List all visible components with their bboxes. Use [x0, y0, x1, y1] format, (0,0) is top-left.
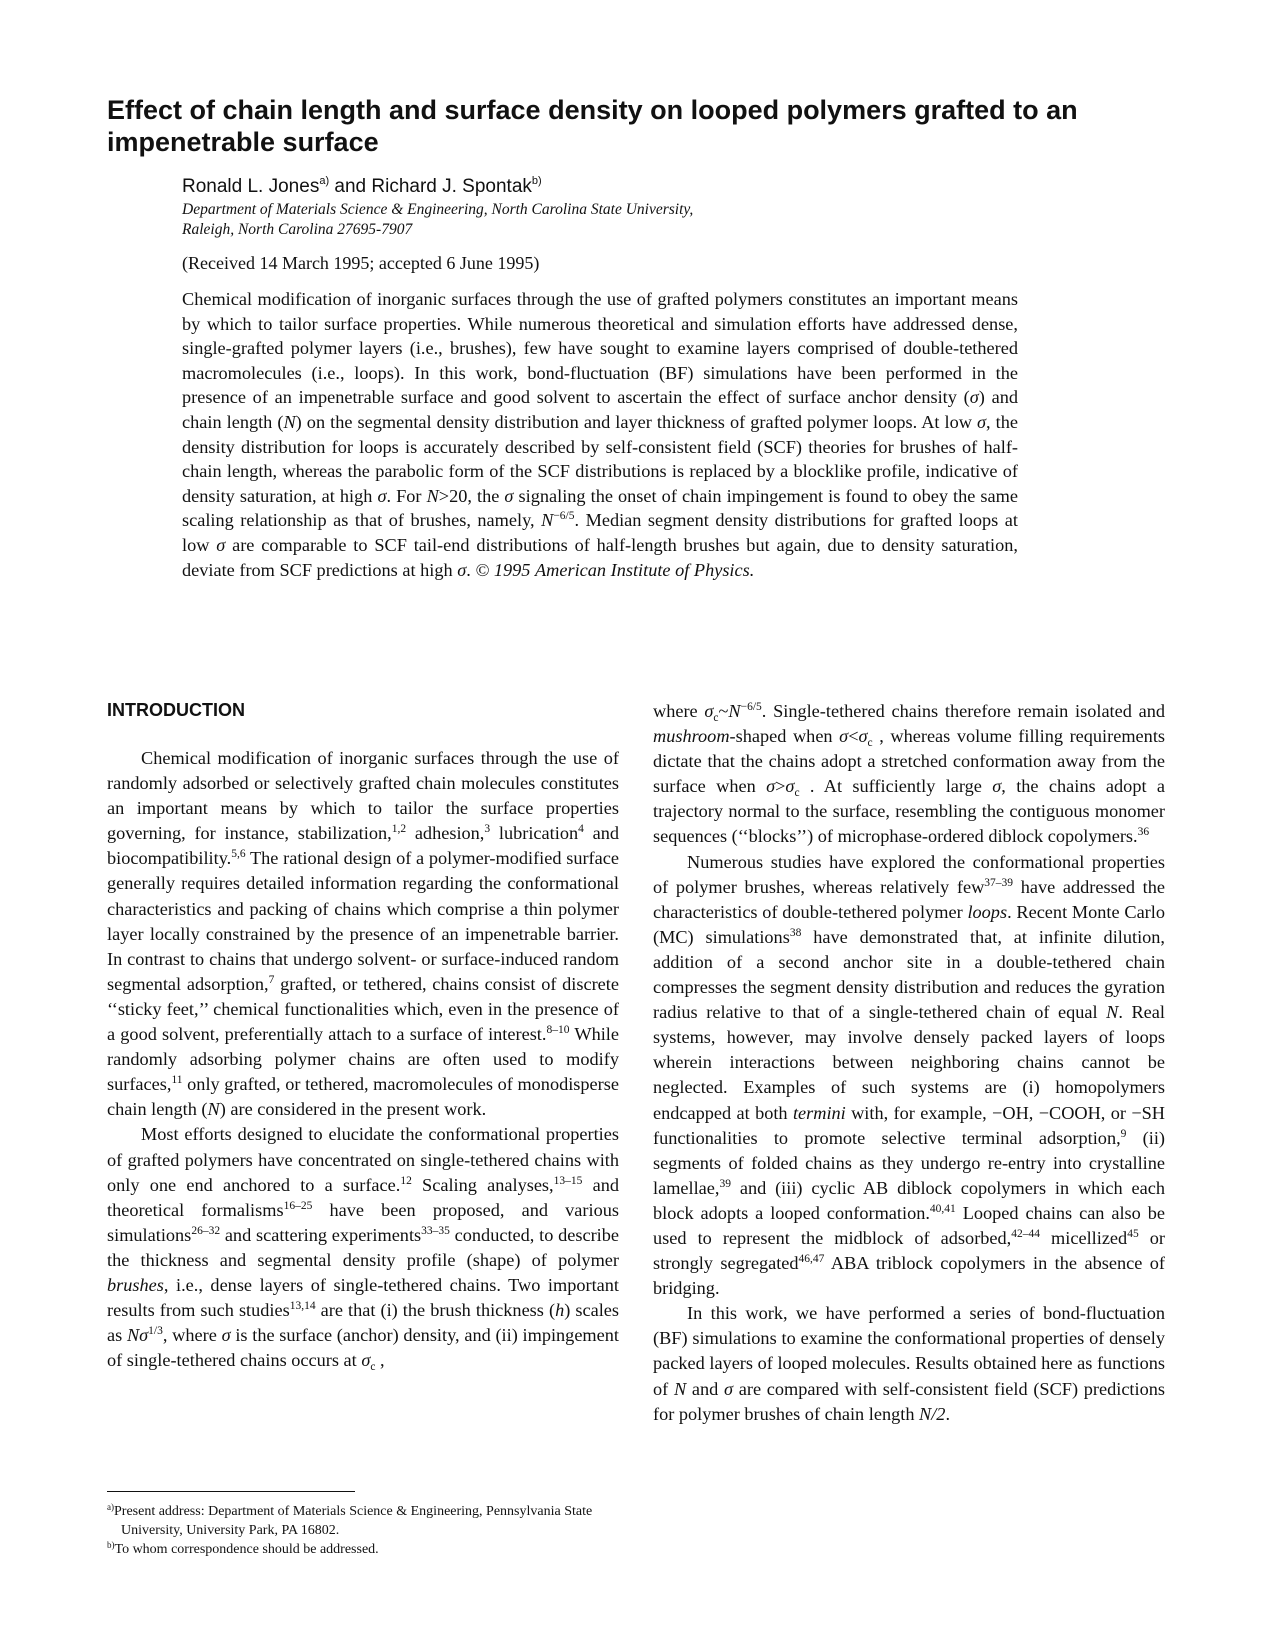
affiliation [182, 200, 882, 240]
author-joiner: and [329, 176, 372, 197]
body-text: , i.e., dense layers of single-tethered chains. Two important results from such studies [107, 1274, 619, 1321]
body-text: and theoretical formalisms [107, 1174, 619, 1220]
math-symbol: σ [992, 776, 1002, 797]
citation: 12 [400, 1174, 412, 1187]
body-text: While randomly adsorbing polymer chains are often used to modify surfaces, [107, 1024, 619, 1095]
paragraph [107, 1122, 619, 1373]
abstract-exponent: −6/5 [553, 510, 575, 523]
abstract-symbol: σ [504, 485, 514, 506]
math-symbol: σ [221, 1325, 231, 1346]
math-operator: > [775, 776, 786, 797]
footnote-mark: b) [107, 1540, 115, 1550]
footnote-mark: a) [107, 1502, 114, 1512]
body-text: where [653, 701, 705, 721]
abstract [182, 287, 1018, 582]
received-dates: (Received 14 March 1995; accepted 6 June 1995) [182, 253, 540, 273]
citation: 13–15 [553, 1174, 583, 1187]
paragraph [653, 699, 1165, 850]
section-heading-introduction: INTRODUCTION [107, 700, 245, 720]
abstract-text: Chemical modification of inorganic surfaces through the use of grafted polymers constitutes an important means by which to tailor surface properties. While numerous theoretical and simulation efforts have addressed dense, single-grafted polymer layers (i.e., brushes), few have sought to examine layers comprised of double-tethered macromolecules (i.e., loops). In this work, bond-fluctuation (BF) simulations have been performed in the presence of an impenetrable surface and good solvent to ascertain the effect of surface anchor density ( [182, 289, 1018, 408]
abstract-symbol: N [426, 485, 439, 506]
body-text: with, for example, −OH, −COOH, or −SH functionalities to promote selective terminal adsorption, [653, 1102, 1165, 1148]
body-text: . At sufficiently large [799, 776, 993, 797]
citation: 33–35 [421, 1224, 450, 1237]
footnote-a [107, 1502, 627, 1540]
body-text: Scaling analyses, [411, 1174, 554, 1195]
math-symbol: N [673, 1378, 687, 1399]
citation: 36 [1137, 826, 1150, 839]
math-subscript: c [794, 787, 800, 800]
paragraph [653, 850, 1165, 1302]
paragraph [653, 1301, 1165, 1426]
math-subscript: c [867, 737, 873, 750]
citation: 40,41 [929, 1202, 956, 1215]
paper-title: Effect of chain length and surface density on looped polymers grafted to an impenetrable surface [107, 95, 1078, 157]
abstract-text: are comparable to SCF tail-end distributions of half-length brushes but again, due to density saturation, deviate from SCF predictions at high [182, 534, 1018, 580]
footnote-b [107, 1540, 627, 1559]
citation: 16–25 [283, 1199, 313, 1212]
citation: 42–44 [1011, 1227, 1040, 1240]
abstract-symbol: σ [216, 534, 226, 555]
paragraph [107, 746, 619, 1122]
emphasis: mushroom [653, 726, 730, 747]
footnote-text: To whom correspondence should be addressed. [114, 1542, 379, 1557]
body-text: and scattering experiments [220, 1224, 422, 1245]
body-text: and biocompatibility. [107, 823, 620, 869]
body-text: . [945, 1403, 951, 1424]
copyright-notice: © 1995 American Institute of Physics. [475, 559, 755, 580]
body-text: and (iii) cyclic AB diblock copolymers in which each block adopts a looped conformation. [653, 1177, 1165, 1223]
math-exponent: −6/5 [740, 701, 762, 713]
math-symbol: σ [704, 701, 714, 721]
abstract-text: >20 [438, 485, 468, 506]
abstract-text: , the density distribution for loops is accurately described by self-consistent field (SCF) theories for brushes of half-chain length, whereas the parabolic form of the SCF distributions is replaced by a blocklike profile, indicative of density saturation, at high [182, 411, 1018, 506]
math-symbol: h [555, 1300, 565, 1321]
body-text: and [686, 1378, 724, 1399]
affiliation-line-2: Raleigh, North Carolina 27695-7907 [182, 221, 413, 238]
abstract-text: . For [386, 485, 427, 506]
math-symbol: σ [766, 776, 776, 797]
footnote-divider [107, 1491, 355, 1492]
abstract-text: , the [467, 485, 505, 506]
citation: 1,2 [391, 823, 407, 836]
body-text: . Recent Monte Carlo (MC) simulations [653, 901, 1165, 947]
citation: 11 [171, 1074, 183, 1087]
body-text: or strongly segregated [653, 1227, 1165, 1274]
math-symbol: N [1106, 1002, 1119, 1023]
body-text: -shaped when [729, 726, 840, 747]
math-symbol: σ [724, 1378, 734, 1399]
author-1: Ronald L. Jones [182, 176, 320, 197]
body-text: ) are considered in the present work. [219, 1099, 487, 1120]
abstract-symbol: σ [977, 411, 987, 432]
math-symbol: σ [839, 726, 849, 747]
citation: 8–10 [546, 1024, 570, 1037]
author-line [182, 175, 542, 199]
body-text: Chemical modification of inorganic surfaces through the use of randomly adsorbed or selectively grafted chain molecules constitutes an important means by which to tailor the surface properties governing, for instance, stabilization, [107, 748, 619, 844]
citation: 39 [719, 1177, 731, 1190]
body-text: Looped chains can also be used to represent the midblock of adsorbed, [653, 1202, 1165, 1248]
abstract-text: . Median segment density distributions for grafted loops at low [182, 510, 1018, 555]
body-text: have been proposed, and various simulations [107, 1199, 619, 1245]
author-2: Richard J. Spontak [371, 176, 532, 197]
body-text: , where [162, 1325, 222, 1346]
body-text: lubrication [490, 823, 579, 844]
abstract-symbol: σ [969, 387, 979, 408]
abstract-text: ) and chain length ( [182, 387, 1018, 432]
body-text: , [375, 1350, 385, 1371]
emphasis: termini [792, 1102, 846, 1123]
left-column [107, 746, 619, 1373]
body-text: Numerous studies have explored the conformational properties of polymer brushes, whereas relatively few [653, 851, 1165, 897]
citation: 37–39 [984, 876, 1014, 889]
math-symbol: σ [361, 1350, 371, 1371]
abstract-symbol: N [541, 510, 554, 531]
citation: 45 [1127, 1227, 1139, 1240]
body-text: , whereas volume filling requirements dictate that the chains adopt a stretched conformation away from the surface when [653, 726, 1166, 797]
body-text: ABA triblock copolymers in the absence of bridging. [653, 1253, 1166, 1299]
abstract-text: signaling the onset of chain impingement is found to obey the same scaling relationship as that of brushes, namely, [182, 485, 1018, 531]
footnotes [107, 1502, 627, 1559]
math-exponent: 1/3 [148, 1325, 163, 1338]
math-symbol: σ [785, 776, 795, 797]
body-text: ) scales as [107, 1300, 619, 1346]
body-text: adhesion, [406, 823, 485, 844]
body-text: only grafted, or tethered, macromolecules of monodisperse chain length ( [107, 1074, 619, 1120]
citation: 38 [789, 926, 802, 939]
math-subscript: c [713, 712, 719, 724]
emphasis: loops [967, 901, 1008, 922]
body-text: In this work, we have performed a series of bond-fluctuation (BF) simulations to examine the conformational properties of densely packed layers of looped molecules. Results obtained here as functions of [653, 1303, 1165, 1399]
math-operator: < [848, 726, 859, 747]
body-text: micellized [1040, 1227, 1128, 1248]
math-symbol: N [207, 1099, 220, 1120]
body-text: . Real systems, however, may involve densely packed layers of loops wherein interactions between neighboring chains cannot be neglected. Examples of such systems are (i) homopolymers endcapped at both [653, 1002, 1165, 1123]
right-column [653, 699, 1165, 1427]
body-text: are that (i) the brush thickness ( [315, 1300, 556, 1321]
abstract-symbol: σ [377, 485, 387, 506]
math-symbol: Nσ [126, 1325, 149, 1346]
citation: 5,6 [231, 848, 246, 861]
math-symbol: σ [858, 726, 868, 747]
math-symbol: N [728, 701, 741, 721]
body-text: The rational design of a polymer-modified surface generally requires detailed information regarding the conformational characteristics and packing of chains which comprise a thin polymer layer locally constrained by the presence of an impenetrable barrier. In contrast to chains that undergo solvent- or surface-induced random segmental adsorption, [107, 848, 619, 994]
citation: 3 [484, 823, 491, 836]
math-operator: ~ [718, 701, 729, 721]
body-text: Most efforts designed to elucidate the conformational properties of grafted polymers have concentrated on single-tethered chains with only one end anchored to a surface. [107, 1124, 619, 1195]
abstract-text: ) on the segmental density distribution and layer thickness of grafted polymer loops. At low [295, 411, 978, 432]
footnote-text: Present address: Department of Materials Science & Engineering, Pennsylvania State University, University Park, PA 16802. [114, 1504, 593, 1538]
math-symbol: N/2 [919, 1403, 946, 1424]
body-text: have demonstrated that, at infinite dilution, addition of a second anchor site in a double-tethered chain compresses the segment density distribution and reduces the gyration radius relative to that of a single-tethered chain of equal [653, 926, 1166, 1023]
author-1-footnote-mark: a) [319, 175, 330, 187]
body-text: have addressed the characteristics of double-tethered polymer [653, 876, 1166, 922]
abstract-symbol: N [283, 411, 296, 432]
body-text: . Single-tethered chains therefore remain isolated and [761, 701, 1165, 721]
body-text: are compared with self-consistent field (SCF) predictions for polymer brushes of chain length [653, 1378, 1165, 1424]
citation: 46,47 [798, 1253, 825, 1266]
affiliation-line-1: Department of Materials Science & Engineering, North Carolina State University, [182, 201, 694, 218]
citation: 4 [578, 823, 584, 836]
body-text: (ii) segments of folded chains as they undergo re-entry into crystalline lamellae, [653, 1127, 1166, 1198]
body-text: is the surface (anchor) density, and (ii) impingement of single-tethered chains occurs at [107, 1325, 619, 1371]
math-subscript: c [370, 1361, 376, 1374]
author-2-footnote-mark: b) [531, 175, 542, 187]
citation: 13,14 [289, 1300, 316, 1313]
body-text: conducted, to describe the thickness and segmental density profile (shape) of polymer [107, 1224, 620, 1270]
abstract-symbol: σ [457, 559, 467, 580]
body-text: , the chains adopt a trajectory normal to the surface, resembling the contiguous monomer sequences (‘‘blocks’’) of microphase-ordered diblock copolymers. [653, 776, 1165, 847]
body-text: grafted, or tethered, chains consist of discrete ‘‘sticky feet,’’ chemical functionalities which, even in the presence of a good solvent, preferentially attach to a surface of interest. [107, 973, 619, 1045]
abstract-text: . [466, 559, 471, 580]
citation: 9 [1120, 1127, 1127, 1140]
citation: 26–32 [191, 1224, 221, 1237]
citation: 7 [268, 973, 275, 986]
emphasis: brushes [107, 1274, 164, 1295]
